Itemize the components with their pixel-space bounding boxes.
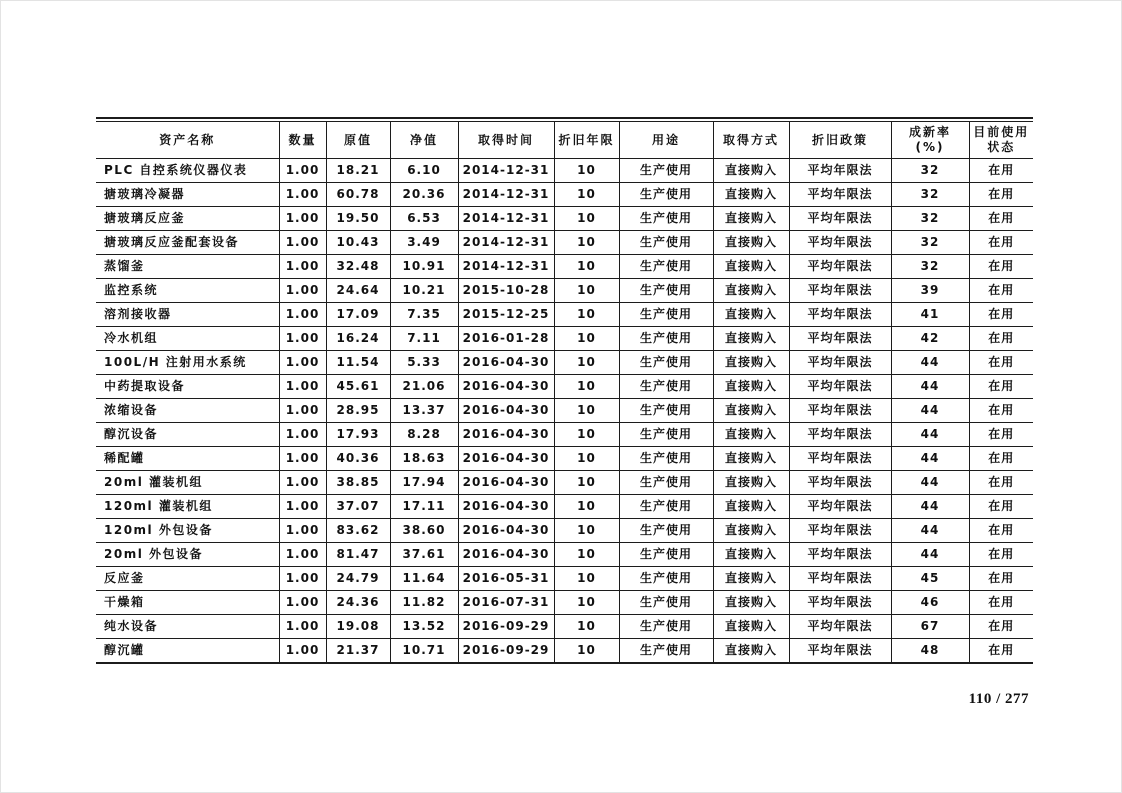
table-row — [96, 471, 1033, 495]
table-cell: 在用 — [969, 447, 1033, 471]
table-cell: 81.47 — [326, 543, 390, 567]
table-cell: 平均年限法 — [789, 447, 891, 471]
table-cell: 38.85 — [326, 471, 390, 495]
table-cell: 7.35 — [390, 303, 458, 327]
table-cell: 37.61 — [390, 543, 458, 567]
table-cell: 1.00 — [279, 207, 326, 231]
asset-name-cell: 搪玻璃冷凝器 — [96, 183, 279, 207]
column-header-3: 净值 — [390, 122, 458, 159]
table-cell: 2016-07-31 — [458, 591, 554, 615]
table-cell: 18.21 — [326, 159, 390, 183]
table-cell: 44 — [891, 375, 969, 399]
column-header-8: 折旧政策 — [789, 122, 891, 159]
asset-name-cell: 搪玻璃反应釜 — [96, 207, 279, 231]
asset-name-cell: 120ml 外包设备 — [96, 519, 279, 543]
table-cell: 平均年限法 — [789, 399, 891, 423]
table-cell: 平均年限法 — [789, 567, 891, 591]
table-cell: 1.00 — [279, 375, 326, 399]
table-cell: 1.00 — [279, 423, 326, 447]
table-cell: 在用 — [969, 567, 1033, 591]
table-row — [96, 351, 1033, 375]
table-cell: 平均年限法 — [789, 231, 891, 255]
table-cell: 生产使用 — [619, 639, 713, 664]
table-cell: 平均年限法 — [789, 327, 891, 351]
asset-name-cell: 中药提取设备 — [96, 375, 279, 399]
asset-name-cell: 监控系统 — [96, 279, 279, 303]
table-cell: 在用 — [969, 375, 1033, 399]
table-row — [96, 591, 1033, 615]
table-cell: 在用 — [969, 519, 1033, 543]
table-row — [96, 327, 1033, 351]
asset-name-cell: 反应釜 — [96, 567, 279, 591]
column-header-6: 用途 — [619, 122, 713, 159]
table-cell: 1.00 — [279, 615, 326, 639]
table-cell: 32 — [891, 231, 969, 255]
table-cell: 18.63 — [390, 447, 458, 471]
table-cell: 6.10 — [390, 159, 458, 183]
table-cell: 直接购入 — [713, 303, 789, 327]
column-header-0: 资产名称 — [96, 122, 279, 159]
table-cell: 10 — [554, 591, 619, 615]
table-cell: 44 — [891, 471, 969, 495]
table-row — [96, 183, 1033, 207]
table-cell: 平均年限法 — [789, 591, 891, 615]
table-cell: 生产使用 — [619, 423, 713, 447]
table-cell: 平均年限法 — [789, 303, 891, 327]
table-cell: 17.94 — [390, 471, 458, 495]
asset-table — [96, 122, 1033, 664]
table-cell: 直接购入 — [713, 399, 789, 423]
table-cell: 10 — [554, 543, 619, 567]
table-cell: 平均年限法 — [789, 423, 891, 447]
table-cell: 45.61 — [326, 375, 390, 399]
table-cell: 17.93 — [326, 423, 390, 447]
table-cell: 1.00 — [279, 327, 326, 351]
table-cell: 在用 — [969, 231, 1033, 255]
asset-name-cell: 浓缩设备 — [96, 399, 279, 423]
table-cell: 10.71 — [390, 639, 458, 664]
table-cell: 在用 — [969, 423, 1033, 447]
column-header-4: 取得时间 — [458, 122, 554, 159]
table-cell: 直接购入 — [713, 615, 789, 639]
table-cell: 2016-04-30 — [458, 351, 554, 375]
table-cell: 平均年限法 — [789, 639, 891, 664]
table-cell: 24.64 — [326, 279, 390, 303]
table-cell: 直接购入 — [713, 447, 789, 471]
column-header-7: 取得方式 — [713, 122, 789, 159]
table-cell: 10 — [554, 327, 619, 351]
table-cell: 10 — [554, 615, 619, 639]
table-cell: 生产使用 — [619, 471, 713, 495]
table-cell: 1.00 — [279, 399, 326, 423]
table-cell: 10 — [554, 279, 619, 303]
table-cell: 32 — [891, 183, 969, 207]
table-cell: 2016-04-30 — [458, 519, 554, 543]
asset-name-cell: 100L/H 注射用水系统 — [96, 351, 279, 375]
table-cell: 1.00 — [279, 639, 326, 664]
table-cell: 生产使用 — [619, 279, 713, 303]
asset-name-cell: 干燥箱 — [96, 591, 279, 615]
table-cell: 生产使用 — [619, 159, 713, 183]
table-cell: 40.36 — [326, 447, 390, 471]
table-cell: 46 — [891, 591, 969, 615]
table-cell: 10 — [554, 519, 619, 543]
table-cell: 生产使用 — [619, 183, 713, 207]
asset-name-cell: 120ml 灌装机组 — [96, 495, 279, 519]
table-cell: 11.64 — [390, 567, 458, 591]
table-cell: 生产使用 — [619, 591, 713, 615]
table-cell: 2016-09-29 — [458, 615, 554, 639]
table-cell: 2016-04-30 — [458, 471, 554, 495]
table-cell: 2014-12-31 — [458, 159, 554, 183]
table-cell: 在用 — [969, 543, 1033, 567]
table-cell: 直接购入 — [713, 567, 789, 591]
page-number: 110 / 277 — [968, 691, 1029, 707]
table-cell: 19.08 — [326, 615, 390, 639]
table-cell: 39 — [891, 279, 969, 303]
asset-name-cell: 搪玻璃反应釜配套设备 — [96, 231, 279, 255]
table-cell: 19.50 — [326, 207, 390, 231]
table-cell: 2016-04-30 — [458, 423, 554, 447]
table-cell: 1.00 — [279, 255, 326, 279]
table-cell: 在用 — [969, 159, 1033, 183]
asset-name-cell: 醇沉罐 — [96, 639, 279, 664]
table-cell: 11.54 — [326, 351, 390, 375]
table-cell: 83.62 — [326, 519, 390, 543]
table-cell: 平均年限法 — [789, 495, 891, 519]
table-cell: 10 — [554, 375, 619, 399]
table-cell: 10 — [554, 351, 619, 375]
table-cell: 生产使用 — [619, 447, 713, 471]
table-cell: 2014-12-31 — [458, 231, 554, 255]
table-cell: 44 — [891, 351, 969, 375]
table-cell: 28.95 — [326, 399, 390, 423]
table-cell: 在用 — [969, 471, 1033, 495]
table-cell: 2016-01-28 — [458, 327, 554, 351]
table-row — [96, 495, 1033, 519]
table-cell: 7.11 — [390, 327, 458, 351]
table-cell: 11.82 — [390, 591, 458, 615]
table-cell: 生产使用 — [619, 207, 713, 231]
table-row — [96, 231, 1033, 255]
table-cell: 在用 — [969, 207, 1033, 231]
table-cell: 1.00 — [279, 543, 326, 567]
table-cell: 平均年限法 — [789, 351, 891, 375]
table-cell: 生产使用 — [619, 519, 713, 543]
table-cell: 44 — [891, 399, 969, 423]
table-cell: 平均年限法 — [789, 183, 891, 207]
table-cell: 37.07 — [326, 495, 390, 519]
table-cell: 平均年限法 — [789, 375, 891, 399]
table-cell: 平均年限法 — [789, 159, 891, 183]
asset-name-cell: 稀配罐 — [96, 447, 279, 471]
table-cell: 67 — [891, 615, 969, 639]
table-cell: 2016-04-30 — [458, 447, 554, 471]
table-row — [96, 447, 1033, 471]
table-cell: 60.78 — [326, 183, 390, 207]
table-row — [96, 159, 1033, 183]
table-cell: 24.79 — [326, 567, 390, 591]
table-cell: 生产使用 — [619, 615, 713, 639]
table-cell: 平均年限法 — [789, 279, 891, 303]
table-cell: 44 — [891, 447, 969, 471]
table-cell: 平均年限法 — [789, 543, 891, 567]
table-cell: 38.60 — [390, 519, 458, 543]
table-cell: 10 — [554, 447, 619, 471]
table-cell: 10.43 — [326, 231, 390, 255]
table-cell: 生产使用 — [619, 351, 713, 375]
table-cell: 生产使用 — [619, 231, 713, 255]
table-cell: 1.00 — [279, 279, 326, 303]
table-cell: 直接购入 — [713, 375, 789, 399]
column-header-9: 成新率 (%) — [891, 122, 969, 159]
table-cell: 生产使用 — [619, 327, 713, 351]
table-cell: 1.00 — [279, 447, 326, 471]
table-cell: 10 — [554, 183, 619, 207]
table-cell: 在用 — [969, 639, 1033, 664]
table-cell: 2014-12-31 — [458, 255, 554, 279]
table-cell: 44 — [891, 495, 969, 519]
table-row — [96, 399, 1033, 423]
table-cell: 17.11 — [390, 495, 458, 519]
table-cell: 直接购入 — [713, 255, 789, 279]
column-header-1: 数量 — [279, 122, 326, 159]
table-cell: 直接购入 — [713, 207, 789, 231]
table-cell: 32 — [891, 255, 969, 279]
table-cell: 10 — [554, 207, 619, 231]
table-cell: 在用 — [969, 255, 1033, 279]
table-cell: 直接购入 — [713, 495, 789, 519]
table-cell: 2014-12-31 — [458, 207, 554, 231]
table-cell: 在用 — [969, 303, 1033, 327]
table-cell: 平均年限法 — [789, 255, 891, 279]
table-cell: 在用 — [969, 327, 1033, 351]
table-row — [96, 639, 1033, 664]
column-header-10: 目前使用状态 — [969, 122, 1033, 159]
table-cell: 2016-04-30 — [458, 399, 554, 423]
table-cell: 21.37 — [326, 639, 390, 664]
table-cell: 20.36 — [390, 183, 458, 207]
asset-name-cell: 20ml 外包设备 — [96, 543, 279, 567]
table-cell: 2016-04-30 — [458, 543, 554, 567]
table-header — [96, 122, 1033, 159]
asset-table-container — [96, 117, 1033, 664]
table-row — [96, 567, 1033, 591]
table-cell: 在用 — [969, 279, 1033, 303]
table-cell: 1.00 — [279, 231, 326, 255]
table-cell: 生产使用 — [619, 495, 713, 519]
table-cell: 1.00 — [279, 495, 326, 519]
table-cell: 10 — [554, 567, 619, 591]
column-header-2: 原值 — [326, 122, 390, 159]
table-cell: 直接购入 — [713, 543, 789, 567]
table-cell: 在用 — [969, 399, 1033, 423]
table-cell: 平均年限法 — [789, 471, 891, 495]
table-cell: 10 — [554, 471, 619, 495]
table-cell: 17.09 — [326, 303, 390, 327]
asset-name-cell: 20ml 灌装机组 — [96, 471, 279, 495]
table-cell: 32 — [891, 159, 969, 183]
table-cell: 2015-12-25 — [458, 303, 554, 327]
table-cell: 生产使用 — [619, 399, 713, 423]
table-cell: 2016-05-31 — [458, 567, 554, 591]
table-cell: 10 — [554, 399, 619, 423]
table-row — [96, 207, 1033, 231]
table-cell: 生产使用 — [619, 255, 713, 279]
table-row — [96, 519, 1033, 543]
table-cell: 2014-12-31 — [458, 183, 554, 207]
table-cell: 在用 — [969, 591, 1033, 615]
table-cell: 24.36 — [326, 591, 390, 615]
table-cell: 直接购入 — [713, 471, 789, 495]
table-cell: 44 — [891, 519, 969, 543]
asset-name-cell: 溶剂接收器 — [96, 303, 279, 327]
asset-name-cell: PLC 自控系统仪器仪表 — [96, 159, 279, 183]
table-cell: 10 — [554, 255, 619, 279]
table-cell: 1.00 — [279, 159, 326, 183]
table-cell: 直接购入 — [713, 231, 789, 255]
table-row — [96, 255, 1033, 279]
table-cell: 直接购入 — [713, 183, 789, 207]
asset-name-cell: 冷水机组 — [96, 327, 279, 351]
table-cell: 10.21 — [390, 279, 458, 303]
table-row — [96, 279, 1033, 303]
table-cell: 10 — [554, 495, 619, 519]
table-cell: 32 — [891, 207, 969, 231]
table-cell: 2016-04-30 — [458, 495, 554, 519]
table-cell: 21.06 — [390, 375, 458, 399]
table-cell: 45 — [891, 567, 969, 591]
table-cell: 1.00 — [279, 351, 326, 375]
table-cell: 直接购入 — [713, 327, 789, 351]
column-header-5: 折旧年限 — [554, 122, 619, 159]
table-cell: 2015-10-28 — [458, 279, 554, 303]
table-cell: 直接购入 — [713, 519, 789, 543]
table-cell: 13.52 — [390, 615, 458, 639]
table-cell: 2016-09-29 — [458, 639, 554, 664]
table-cell: 直接购入 — [713, 159, 789, 183]
table-header-row — [96, 122, 1033, 159]
table-cell: 1.00 — [279, 303, 326, 327]
table-cell: 10 — [554, 231, 619, 255]
table-row — [96, 375, 1033, 399]
table-cell: 6.53 — [390, 207, 458, 231]
table-cell: 1.00 — [279, 591, 326, 615]
asset-name-cell: 醇沉设备 — [96, 423, 279, 447]
table-cell: 直接购入 — [713, 591, 789, 615]
table-cell: 32.48 — [326, 255, 390, 279]
table-cell: 平均年限法 — [789, 519, 891, 543]
table-cell: 42 — [891, 327, 969, 351]
table-row — [96, 615, 1033, 639]
table-cell: 1.00 — [279, 471, 326, 495]
table-cell: 48 — [891, 639, 969, 664]
table-cell: 44 — [891, 543, 969, 567]
asset-name-cell: 纯水设备 — [96, 615, 279, 639]
table-cell: 平均年限法 — [789, 615, 891, 639]
table-cell: 1.00 — [279, 183, 326, 207]
table-cell: 直接购入 — [713, 423, 789, 447]
table-cell: 10 — [554, 639, 619, 664]
table-cell: 44 — [891, 423, 969, 447]
table-cell: 10 — [554, 423, 619, 447]
table-cell: 生产使用 — [619, 303, 713, 327]
table-cell: 在用 — [969, 351, 1033, 375]
table-cell: 13.37 — [390, 399, 458, 423]
table-row — [96, 303, 1033, 327]
table-cell: 在用 — [969, 183, 1033, 207]
table-cell: 直接购入 — [713, 351, 789, 375]
table-cell: 生产使用 — [619, 375, 713, 399]
table-cell: 5.33 — [390, 351, 458, 375]
table-cell: 在用 — [969, 495, 1033, 519]
table-cell: 平均年限法 — [789, 207, 891, 231]
table-body — [96, 159, 1033, 664]
asset-name-cell: 蒸馏釜 — [96, 255, 279, 279]
table-cell: 10 — [554, 303, 619, 327]
table-cell: 8.28 — [390, 423, 458, 447]
table-cell: 生产使用 — [619, 543, 713, 567]
table-cell: 直接购入 — [713, 639, 789, 664]
table-cell: 直接购入 — [713, 279, 789, 303]
table-cell: 1.00 — [279, 519, 326, 543]
table-cell: 10 — [554, 159, 619, 183]
table-cell: 2016-04-30 — [458, 375, 554, 399]
table-cell: 1.00 — [279, 567, 326, 591]
table-cell: 生产使用 — [619, 567, 713, 591]
table-cell: 16.24 — [326, 327, 390, 351]
table-cell: 3.49 — [390, 231, 458, 255]
table-cell: 41 — [891, 303, 969, 327]
table-row — [96, 423, 1033, 447]
table-row — [96, 543, 1033, 567]
table-cell: 在用 — [969, 615, 1033, 639]
table-cell: 10.91 — [390, 255, 458, 279]
